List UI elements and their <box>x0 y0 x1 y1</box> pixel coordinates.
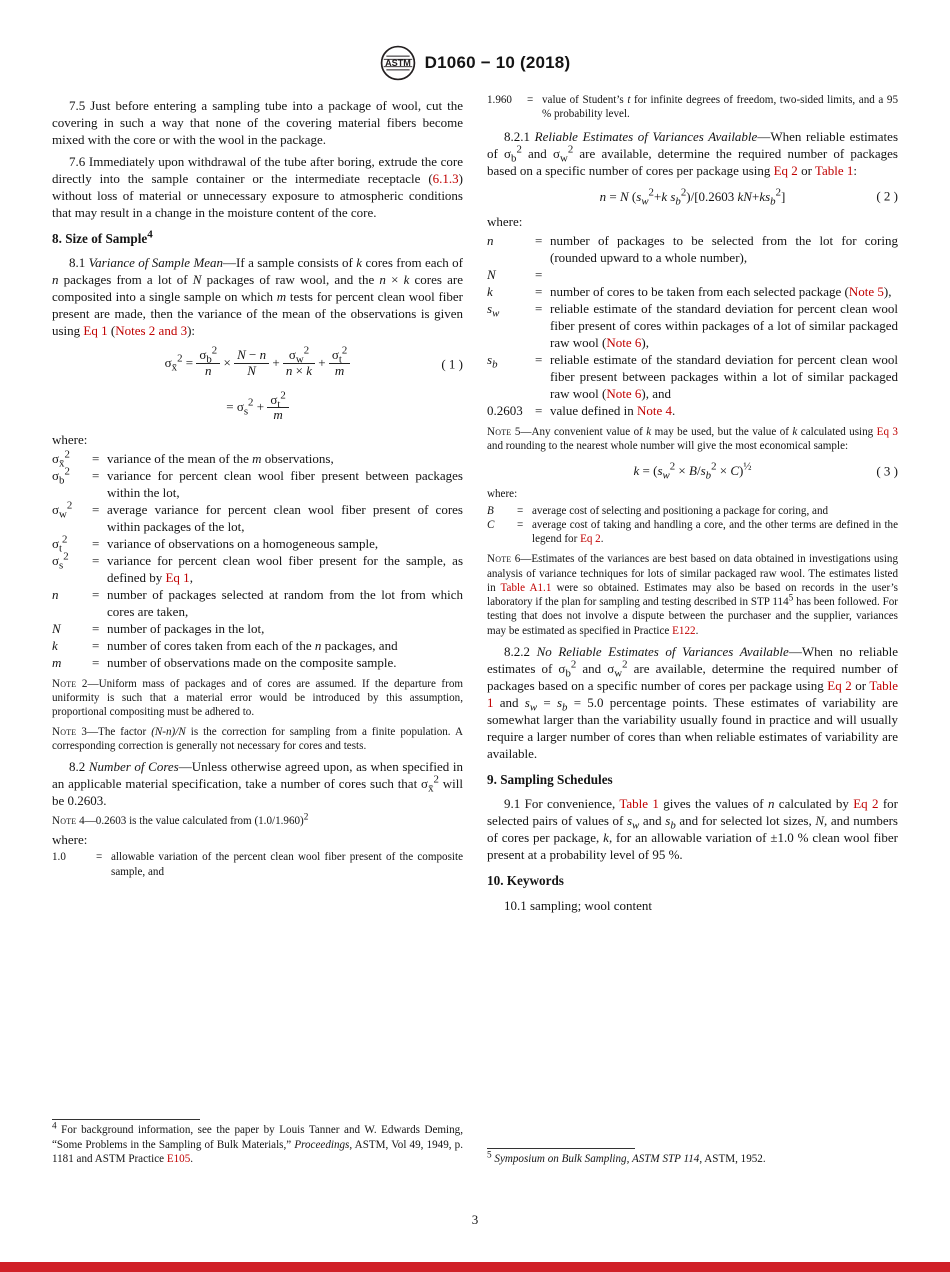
equals-sign: = <box>517 518 524 531</box>
equals-sign: = <box>517 504 524 517</box>
equation-body: $\sigma_{x̄}^2$ = $\frac{\sigma_b^2}{n}$ × $\frac{N - n}{N}$ + $\frac{\sigma_w^2}{n \times k}$ + $\frac{\sigma_t^2}{m}$ <box>165 355 351 370</box>
equals-sign: = <box>92 467 100 483</box>
definition-symbol: N <box>487 266 496 282</box>
ref-link[interactable]: Note 6 <box>606 385 642 401</box>
equation-body: = $\sigma_s^2$ + $\frac{\sigma_t^2}{m}$ <box>226 399 289 414</box>
definition-description: average cost of selecting and positioning a package for coring, and <box>532 504 829 517</box>
definition-symbol: $s_w$ <box>487 300 500 320</box>
page-header <box>52 44 898 82</box>
definition-row <box>52 533 463 555</box>
section-heading: 10. Keywords <box>487 873 564 889</box>
definition-row <box>52 586 463 620</box>
ref-link[interactable]: Note 4 <box>637 402 673 418</box>
ref-link[interactable]: Notes 2 and 3 <box>115 323 188 339</box>
definition-description: number of cores taken from each of the n packages, and <box>107 637 398 653</box>
footnote-rule <box>487 1148 635 1149</box>
definition-symbol: $\sigma_t^2$ <box>52 533 68 555</box>
astm-logo-text: ASTM <box>384 57 411 68</box>
ref-link[interactable]: 6.1.3 <box>432 171 459 187</box>
definition-symbol: 1.960 <box>487 94 512 106</box>
paragraph: 8.2.2 No Reliable Estimates of Variances Available—When no reliable estimates of $\sigma_b^2$ and $\sigma_w^2$ are available, determine the required number of packages based on a specific number of cores per package using Eq 2 or Table 1 and $s_w = s_b = 5.0$ percentage points. These estimates of variability are somewhat larger than the variability usually found in practice and will usually require a larger number of cores than when reliable estimates of variability are available. <box>487 643 898 761</box>
definition-symbol: N <box>52 620 61 636</box>
where-label: where: <box>52 431 88 447</box>
definition-row <box>487 504 898 518</box>
equals-sign: = <box>535 300 543 316</box>
equation-body: $k = (s_w^2 \times B/s_b^2 \times C)^{\frac{1}{2}}$ <box>633 460 752 482</box>
equals-sign: = <box>96 851 103 864</box>
definition-row <box>487 300 898 351</box>
footnote-block <box>52 1111 463 1166</box>
note-paragraph: Note 4—0.2603 is the value calculated from $(1.0/1.960)^2$ <box>52 812 309 828</box>
definition-description: average cost of taking and handling a core, and the other terms are defined in the legend for Eq 2. <box>532 518 898 546</box>
equation <box>52 389 463 423</box>
definition-symbol: n <box>487 232 494 248</box>
definition-list <box>487 232 898 419</box>
ref-link[interactable]: Eq 2 <box>853 796 879 812</box>
paragraph: 8.2.1 Reliable Estimates of Variances Available—When reliable estimates of $\sigma_b^2$ and $\sigma_w^2$ are available, determine the required number of packages based on a specific number of cores per package using Eq 2 or Table 1: <box>487 128 898 178</box>
definition-row <box>52 850 463 879</box>
definition-symbol: B <box>487 504 494 517</box>
definition-list <box>52 850 463 879</box>
page-number: 3 <box>471 1212 479 1227</box>
definition-row <box>487 283 898 300</box>
ref-link[interactable]: Eq 3 <box>876 425 898 438</box>
definition-symbol: $\sigma_w^2$ <box>52 499 73 521</box>
note-paragraph: Note 3—The factor (N-n)/N is the correction for sampling from a finite population. A corresponding correction is generally not necessary for cores and tests. <box>52 725 463 752</box>
ref-link[interactable]: Eq 2 <box>827 677 852 693</box>
definition-row <box>487 402 898 419</box>
equals-sign: = <box>92 620 100 636</box>
definition-symbol: $\sigma_b^2$ <box>52 465 70 487</box>
equals-sign: = <box>92 450 100 466</box>
ref-link[interactable]: Table A1.1 <box>500 581 552 594</box>
definition-description: reliable estimate of the standard deviation for percent clean wool fiber present between packages within a lot of similar packaged raw wool (Note 6), and <box>550 351 898 401</box>
definition-description: variance of the mean of the m observations, <box>107 450 334 466</box>
definition-row <box>52 448 463 470</box>
paragraph: 8.2 Number of Cores—Unless otherwise agreed upon, as when specified in an applicable material specification, take a number of cores such that $\sigma_{x̄}^2$ will be 0.2603. <box>52 759 463 809</box>
ref-link[interactable]: Table 1 <box>814 162 854 178</box>
footnote: $^5$ Symposium on Bulk Sampling, ASTM STP 114, ASTM, 1952. <box>487 1150 766 1165</box>
equals-sign: = <box>535 232 543 248</box>
equals-sign: = <box>92 654 100 670</box>
equals-sign: = <box>92 501 100 517</box>
definition-description: reliable estimate of the standard deviation for percent clean wool fiber present of cores within packages of a lot of similar packaged raw wool (Note 6), <box>550 300 898 350</box>
definition-row <box>487 518 898 547</box>
definition-description: number of packages selected at random from the lot from which cores are taken, <box>107 586 463 619</box>
astm-logo <box>380 45 416 81</box>
ref-link[interactable]: Table 1 <box>619 796 659 812</box>
paragraph: 10.1 sampling; wool content <box>504 897 653 913</box>
equation-body: n = N ($s_w^2+k$ $s_b^2)/[0.2603$ $kN+ks_b^2$] <box>599 186 786 208</box>
footnote-block <box>487 1140 898 1166</box>
paragraph: 8.1 Variance of Sample Mean—If a sample consists of k cores from each of n packages from a lot of N packages of raw wool, and the n × k cores are composited into a single sample on which m tests for percent clean wool fiber present are made, then the variance of the mean of the observations is given using Eq 1 (Notes 2 and 3): <box>52 255 463 339</box>
definition-symbol: C <box>487 518 495 531</box>
ref-link[interactable]: Note 5 <box>848 283 884 299</box>
where-label: where: <box>487 213 523 229</box>
definition-description <box>550 266 898 283</box>
definition-symbol: 1.0 <box>52 851 66 864</box>
definition-symbol: m <box>52 654 62 670</box>
equals-sign: = <box>92 552 100 568</box>
definition-row <box>487 232 898 266</box>
ref-link[interactable]: Table 1 <box>487 677 898 710</box>
definition-row <box>52 552 463 586</box>
equals-sign: = <box>535 402 543 418</box>
definition-row <box>52 501 463 535</box>
definition-symbol: k <box>487 283 493 299</box>
equation-number: ( 2 ) <box>876 188 898 204</box>
equals-sign: = <box>92 586 100 602</box>
paragraph: 7.5 Just before entering a sampling tube into a package of wool, cut the covering in such a way that none of the covering material fibers become mixed with the core or with the wool in the package. <box>52 98 463 148</box>
ref-link[interactable]: E122 <box>672 624 696 637</box>
footnote-rule <box>52 1119 200 1120</box>
equation-number: ( 3 ) <box>876 463 898 479</box>
definition-description: variance for percent clean wool fiber present for the sample, as defined by Eq 1, <box>107 552 463 585</box>
definition-row <box>52 637 463 654</box>
equals-sign: = <box>527 94 534 106</box>
equals-sign: = <box>535 283 543 299</box>
equation <box>487 460 898 482</box>
equals-sign: = <box>92 535 100 551</box>
two-column-body <box>52 92 898 1166</box>
where-label: where: <box>487 488 518 501</box>
bottom-bar <box>0 1262 950 1272</box>
definition-row <box>52 620 463 637</box>
paragraph: 7.6 Immediately upon withdrawal of the tube after boring, extrude the core directly into the sample container or the intermediate receptacle (6.1.3) without loss of material or unnecessary exposure to atmospheric conditions that may result in a change in the moisture content of the core. <box>52 154 463 221</box>
definition-row <box>487 93 898 122</box>
definition-symbol: $s_b$ <box>487 351 498 371</box>
note-paragraph: Note 6—Estimates of the variances are best based on data obtained in investigations using analysis of variance techniques for lots of similar packaged raw wool. The estimates listed in Table A1.1 were so obtained. Estimates may also be based on records in the user’s laboratory if the plan for sampling and testing described in STP $114^5$ has been followed. For testing that does not involve a dispute between the purchaser and the supplier, variances may be estimated as specified in Practice E122. <box>487 553 898 637</box>
equation <box>487 186 898 208</box>
definition-row <box>487 351 898 402</box>
column-right <box>487 92 898 1166</box>
section-heading: 9. Sampling Schedules <box>487 771 613 787</box>
ref-link[interactable]: E105 <box>166 1152 191 1165</box>
ref-link[interactable]: Eq 2 <box>773 162 798 178</box>
definition-symbol: n <box>52 586 59 602</box>
definition-row <box>487 266 898 283</box>
definition-symbol: $\sigma_{x̄}^2$ <box>52 448 70 470</box>
ref-link[interactable]: Eq 1 <box>165 569 190 585</box>
footnote: $^4$ For background information, see the paper by Louis Tanner and W. Edwards Deming, “Some Problems in the Sampling of Bulk Materials,” Proceedings, ASTM, Vol 49, 1949, p. 1181 and ASTM Practice E105. <box>52 1121 463 1165</box>
definition-symbol: 0.2603 <box>487 402 523 418</box>
where-label: where: <box>52 832 88 848</box>
section-heading: 8. Size of Sample$^4$ <box>52 228 153 247</box>
definition-list <box>487 504 898 547</box>
equals-sign: = <box>535 266 543 282</box>
ref-link[interactable]: Eq 2 <box>580 533 601 546</box>
definition-description: number of observations made on the composite sample. <box>107 654 397 670</box>
equals-sign: = <box>92 637 100 653</box>
definition-list <box>52 450 463 671</box>
definition-description: value defined in Note 4. <box>550 402 676 418</box>
note-paragraph: Note 2—Uniform mass of packages and of cores are assumed. If the departure from uniformity is such that a material error would be introduced by this assumption, proportional compositing must be adhered to. <box>52 677 463 719</box>
definition-description: number of cores to be taken from each selected package (Note 5), <box>550 283 892 299</box>
definition-row <box>52 654 463 671</box>
paragraph: 9.1 For convenience, Table 1 gives the values of n calculated by Eq 2 for selected pairs of values of $s_w$ and $s_b$ and for selected lot sizes, N, and numbers of cores per package, k, for an allowable variation of ±1.0 % clean wool fiber present at a probability level of 95 %. <box>487 796 898 863</box>
definition-description: average variance for percent clean wool fiber present of cores within packages of the lot, <box>107 501 463 534</box>
ref-link[interactable]: Eq 1 <box>83 323 108 339</box>
definition-description: variance of observations on a homogeneous sample, <box>107 535 379 551</box>
definition-description: number of packages in the lot, <box>107 620 265 636</box>
definition-description: number of packages to be selected from the lot for coring (rounded upward to a whole number), <box>550 232 898 265</box>
definition-list <box>487 93 898 122</box>
definition-symbol: $\sigma_s^2$ <box>52 550 69 572</box>
standard-designation: D1060 − 10 (2018) <box>424 53 571 72</box>
equation <box>52 345 463 379</box>
column-left <box>52 92 463 1166</box>
definition-description: allowable variation of the percent clean wool fiber present of the composite sample, and <box>111 851 463 878</box>
note-paragraph: Note 5—Any convenient value of k may be used, but the value of k calculated using Eq 3 and rounding to the nearest whole number will give the most economical sample: <box>487 425 898 452</box>
equation-number: ( 1 ) <box>441 356 463 372</box>
definition-description: variance for percent clean wool fiber present between packages within the lot, <box>107 467 463 500</box>
definition-row <box>52 467 463 501</box>
definition-symbol: k <box>52 637 58 653</box>
ref-link[interactable]: Note 6 <box>606 334 642 350</box>
definition-description: value of Student’s t for infinite degrees of freedom, two-sided limits, and a 95 % probability level. <box>542 94 898 121</box>
equals-sign: = <box>535 351 543 367</box>
